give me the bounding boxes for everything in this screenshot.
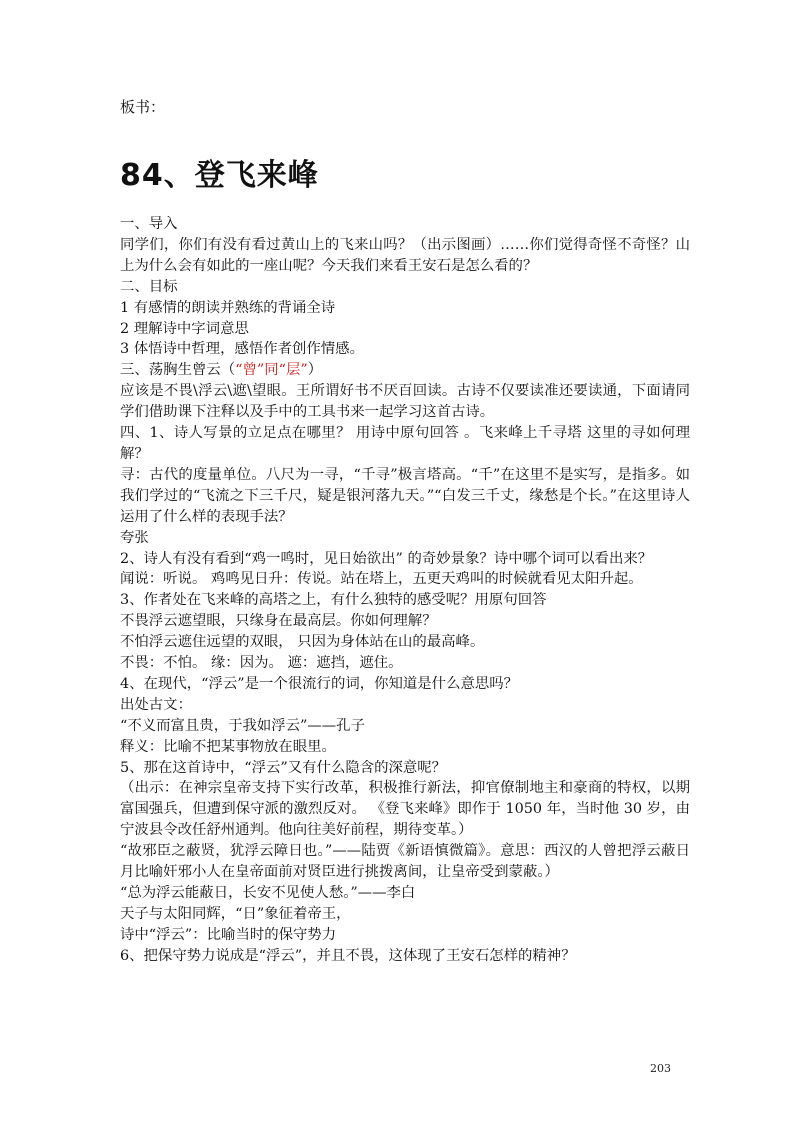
- text-line: 1 有感情的朗读并熟练的背诵全诗: [120, 299, 336, 316]
- text-line: 二、目标: [120, 278, 178, 295]
- text-line: 3 体悟诗中哲理，感悟作者创作情感。: [120, 341, 364, 358]
- text-line: 闻说：听说。 鸡鸣见日升：传说。站在塔上，五更天鸡叫的时候就看见太阳升起。: [120, 571, 643, 588]
- red-annotation: “曾”同“层”: [235, 362, 308, 379]
- text-line: 2、诗人有没有看到“鸡一鸣时，见日始欲出” 的奇妙景象？诗中哪个词可以看出来？: [120, 550, 653, 567]
- text-line: 夸张: [120, 529, 149, 546]
- text-line: 4、在现代，“浮云”是一个很流行的词，你知道是什么意思吗？: [120, 675, 519, 692]
- text-line: 四、1、诗人写景的立足点在哪里？ 用诗中原句回答 。飞来峰上千寻塔 这里的寻如何理解？: [120, 425, 690, 462]
- text-segment: ）: [307, 362, 323, 379]
- text-line: 出处古文：: [120, 696, 192, 713]
- text-line: 不怕浮云遮住远望的双眼， 只因为身体站在山的最高峰。: [120, 634, 485, 651]
- text-line: 寻：古代的度量单位。八尺为一寻，“千寻”极言塔高。“千”在这里不是实写，是指多。如我们学过的“飞流之下三千尺，疑是银河落九天。”“白发三千丈，缘愁是个长。”在这里诗人运用了什么样的表现手法？: [120, 466, 690, 525]
- text-line: 一、导入: [120, 216, 178, 232]
- text-line: （出示：在神宗皇帝支持下实行改革，积极推行新法，抑官僚制地主和豪商的特权，以期富国强兵，但遭到保守派的激烈反对。 《登飞来峰》即作于 1050 年，当时他 30 岁，由宁波县令改任舒州通判。他向往美好前程，期待变革。）: [120, 780, 690, 839]
- text-line: 应该是不畏\浮云\遮\望眼。王所谓好书不厌百回读。古诗不仅要读准还要读通，下面请同学们借助课下注释以及手中的工具书来一起学习这首古诗。: [120, 383, 690, 421]
- page-number: 203: [650, 1062, 671, 1075]
- text-line: 释义：比喻不把某事物放在眼里。: [120, 738, 336, 755]
- text-line: 同学们，你们有没有看过黄山上的飞来山吗？（出示图画）……你们觉得奇怪不奇怪？山上为什么会有如此的一座山呢？今天我们来看王安石是怎么看的？: [120, 236, 690, 274]
- text-segment: 三、荡胸生曾云（: [120, 362, 236, 379]
- board-label: 板书：: [120, 98, 166, 116]
- text-line: “总为浮云能蔽日，长安不见使人愁。”——李白: [120, 885, 416, 901]
- text-line: “不义而富且贵，于我如浮云”——孔子: [120, 717, 365, 734]
- text-line: 3、作者处在飞来峰的高塔之上，有什么独特的感受呢？用原句回答: [120, 592, 547, 609]
- text-line: “故邪臣之蔽贤，犹浮云障日也。”——陆贾《新语慎微篇》。意思：西汉的人曾把浮云蔽日月比喻奸邪小人在皇帝面前对贤臣进行挑拨离间，让皇帝受到蒙蔽。）: [120, 843, 690, 881]
- text-line: 5、那在这首诗中，“浮云”又有什么隐含的深意呢？: [120, 759, 447, 776]
- page-title: 84、登飞来峰: [120, 158, 319, 193]
- text-line: 诗中“浮云”：比喻当时的保守势力: [120, 926, 337, 943]
- text-line: 2 理解诗中字词意思: [120, 320, 249, 337]
- text-line: 不畏浮云遮望眼，只缘身在最高层。你如何理解？: [120, 613, 437, 630]
- text-line-highlight: [120, 360, 690, 381]
- text-line: 不畏：不怕。 缘：因为。 遮：遮挡，遮住。: [120, 655, 403, 672]
- text-line: 6、把保守势力说成是“浮云”，并且不畏，这体现了王安石怎样的精神？: [120, 947, 576, 964]
- document-body: [120, 214, 690, 967]
- text-line: 天子与太阳同辉，“日”象征着帝王，: [120, 905, 351, 922]
